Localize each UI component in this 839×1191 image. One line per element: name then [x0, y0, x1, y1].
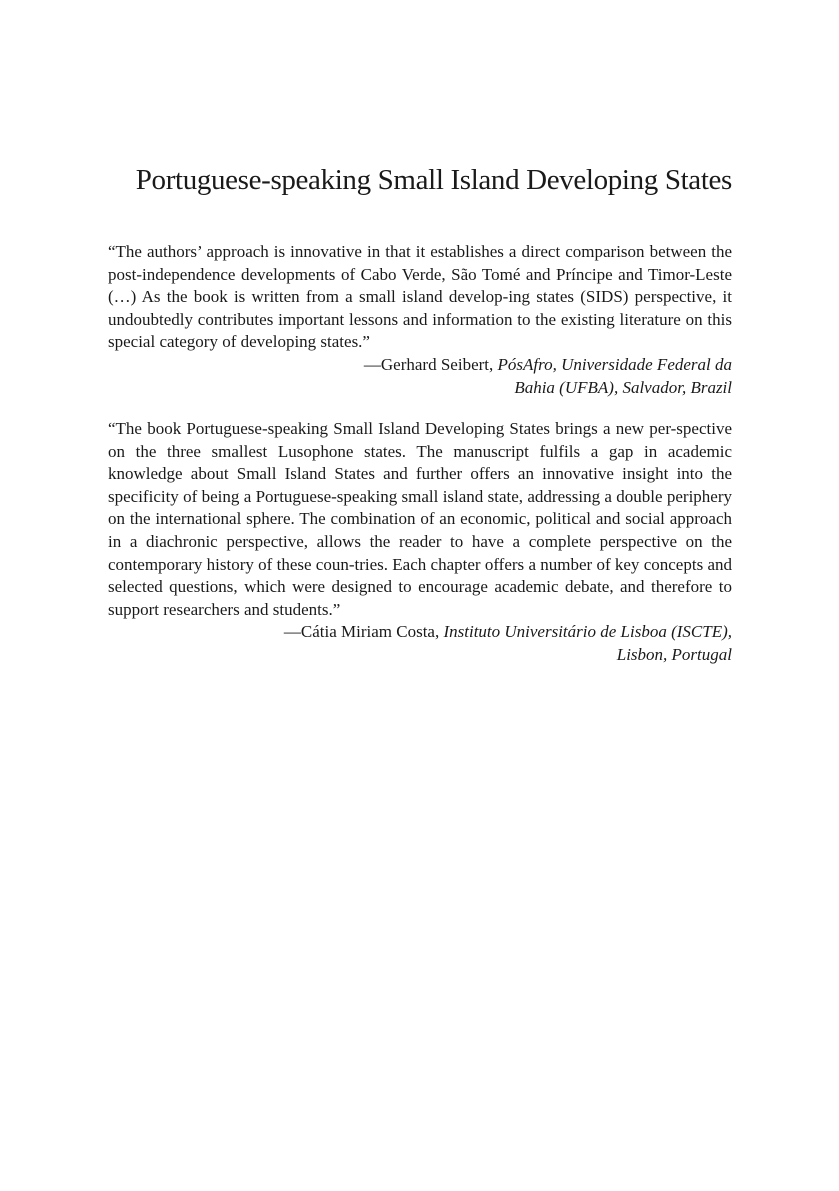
endorsement-attribution: [108, 354, 732, 399]
endorsement-seibert: [108, 241, 732, 399]
endorsement-author: —Gerhard Seibert,: [363, 354, 494, 374]
endorsement-attribution: [108, 621, 732, 666]
attribution-line-1: [108, 354, 732, 377]
endorsement-quote: “The authors’ approach is innovative in that it establishes a direct comparison between the post-independence developments of Cabo Verde, São Tomé and Príncipe and Timor-Leste (…) As the book is written from a small island develop-ing states (SIDS) perspective, it undoubtedly contributes important lessons and information to the existing literature on this special category of developing states.”: [108, 242, 732, 352]
endorsement-quote: “The book Portuguese-speaking Small Island Developing States brings a new per-spective on the three smallest Lusophone states. The manuscript fulfils a gap in academic knowledge about Small Island States and further offers an innovative insight into the specificity of being a Portuguese-speaking small island state, addressing a double periphery on the international sphere. The combination of an economic, political and social approach in a diachronic perspective, allows the reader to have a complete perspective on the contemporary history of these coun-tries. Each chapter offers a number of key concepts and selected questions, which were designed to encourage academic debate, and therefore to support researchers and students.”: [108, 419, 732, 619]
endorsement-affiliation-continued: Lisbon, Portugal: [616, 644, 732, 664]
endorsement-affiliation: PósAfro, Universidade Federal da: [497, 354, 732, 374]
endorsement-costa: [108, 418, 732, 667]
book-title: Portuguese-speaking Small Island Developing States: [135, 164, 732, 196]
attribution-line-1: [108, 621, 732, 644]
endorsement-author: —Cátia Miriam Costa,: [283, 622, 440, 642]
endorsement-affiliation-continued: Bahia (UFBA), Salvador, Brazil: [514, 377, 732, 397]
endorsement-affiliation: Instituto Universitário de Lisboa (ISCTE),: [443, 622, 732, 642]
